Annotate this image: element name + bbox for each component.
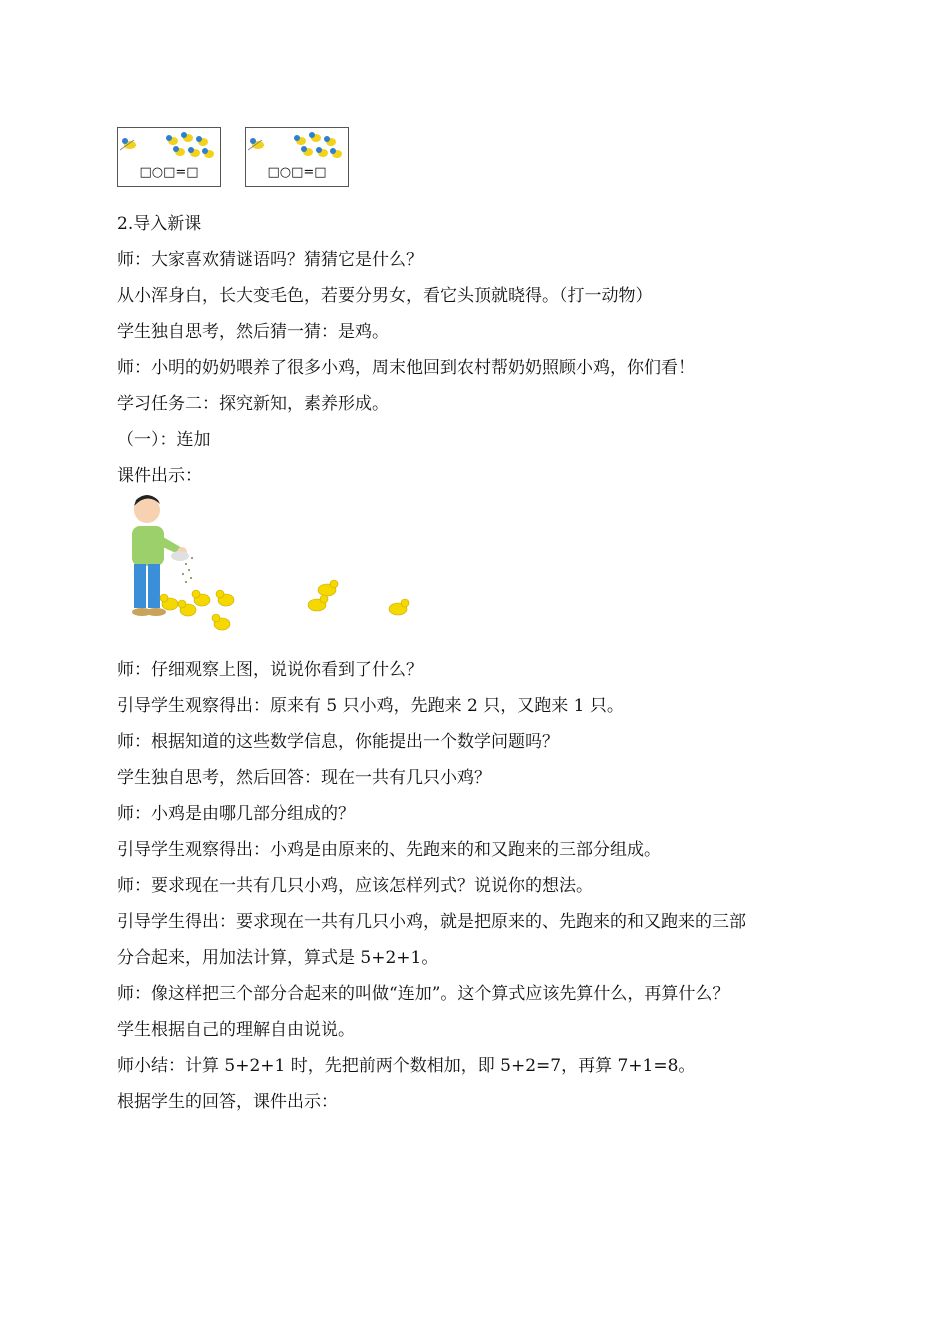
chick-second-arrival [389, 599, 409, 615]
section-heading: 2.导入新课 [117, 214, 202, 234]
exercise-card-1 [117, 127, 221, 187]
paragraph-line: 从小浑身白，长大变毛色，若要分男女，看它头顶就晓得。（打一动物） [117, 286, 653, 306]
exercise-card-2 [245, 127, 349, 187]
paragraph-line: 学生独自思考，然后猜一猜：是鸡。 [117, 322, 389, 342]
paragraph-line: 学习任务二：探究新知，素养形成。 [117, 394, 389, 414]
equation-blanks: □○□=□ [267, 165, 327, 180]
chicks-group-first-arrivals [308, 580, 338, 611]
paragraph-line: 引导学生观察得出：原来有 5 只小鸡，先跑来 2 只，又跑来 1 只。 [117, 696, 624, 716]
paragraph-line: 师：小鸡是由哪几部分组成的？ [117, 804, 355, 824]
paragraph-line: 师：仔细观察上图，说说你看到了什么？ [117, 660, 423, 680]
paragraph-line: 师：大家喜欢猜谜语吗？猜猜它是什么？ [117, 250, 423, 270]
chicks-group-original [160, 590, 234, 630]
paragraph-line: 引导学生得出：要求现在一共有几只小鸡，就是把原来的、先跑来的和又跑来的三部 [117, 912, 746, 932]
paragraph-line: 师：像这样把三个部分合起来的叫做“连加”。这个算式应该先算什么，再算什么？ [117, 984, 730, 1004]
paragraph-line: 引导学生观察得出：小鸡是由原来的、先跑来的和又跑来的三部分组成。 [117, 840, 661, 860]
paragraph-line: 学生根据自己的理解自由说说。 [117, 1020, 355, 1040]
paragraph-line: 课件出示： [117, 466, 202, 486]
paragraph-line: 学生独自思考，然后回答：现在一共有几只小鸡？ [117, 768, 491, 788]
paragraph-line: （一）：连加 [117, 430, 211, 450]
paragraph-line: 分合起来，用加法计算，算式是 5+2+1。 [117, 948, 439, 968]
boy-feeding-chicks-illustration [112, 492, 432, 642]
paragraph-line: 师小结：计算 5+2+1 时，先把前两个数相加，即 5+2=7，再算 7+1=8。 [117, 1056, 696, 1076]
paragraph-line: 师：小明的奶奶喂养了很多小鸡，周末他回到农村帮奶奶照顾小鸡，你们看！ [117, 358, 695, 378]
paragraph-line: 师：要求现在一共有几只小鸡，应该怎样列式？说说你的想法。 [117, 876, 593, 896]
paragraph-line: 师：根据知道的这些数学信息，你能提出一个数学问题吗？ [117, 732, 559, 752]
equation-blanks: □○□=□ [139, 165, 199, 180]
paragraph-line: 根据学生的回答，课件出示： [117, 1092, 338, 1112]
